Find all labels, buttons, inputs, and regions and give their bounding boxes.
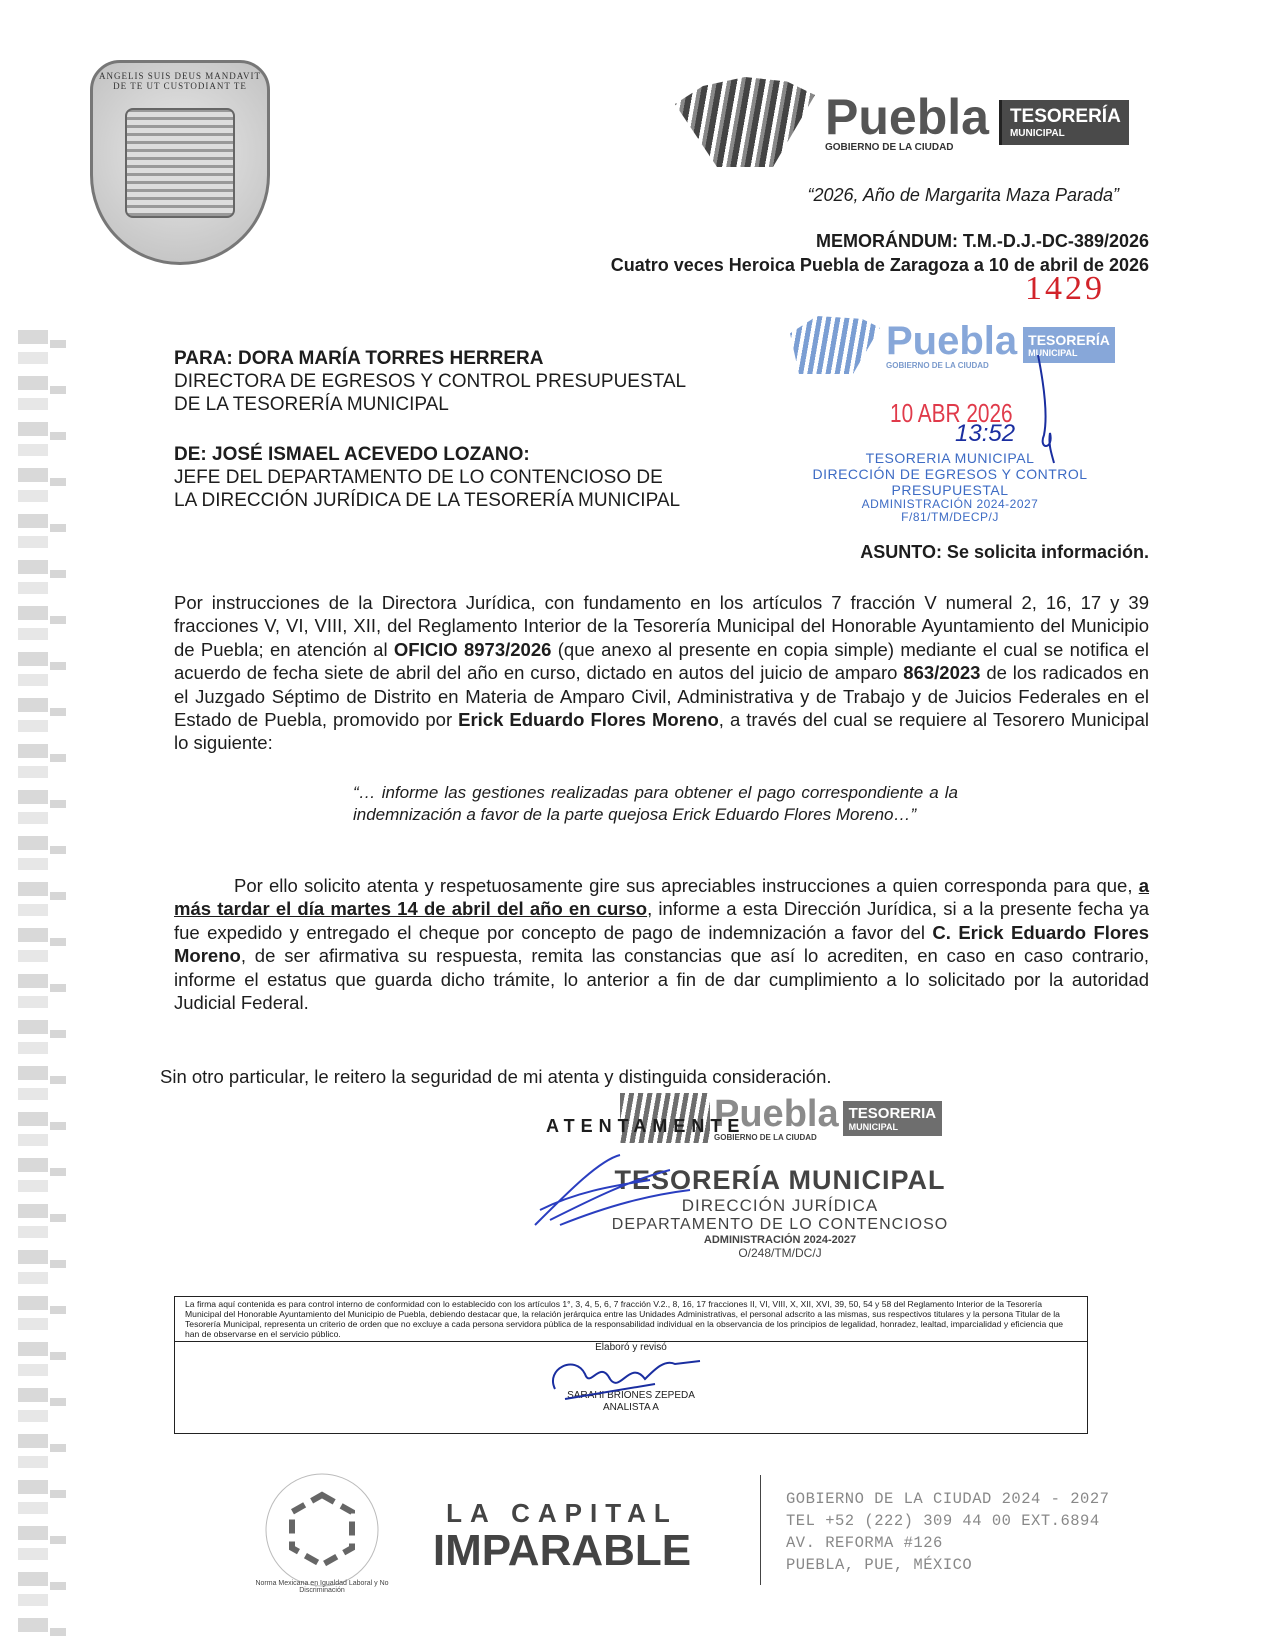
recipient-line1: DIRECTORA DE EGRESOS Y CONTROL PRESUPUESTAL — [174, 371, 687, 392]
sender-line2: LA DIRECCIÓN JURÍDICA DE LA TESORERÍA MUNICIPAL — [174, 490, 681, 511]
decorative-border-dots — [50, 340, 66, 1640]
p1-text: Por instrucciones de la Directora Jurídica, con fundamento en los artículos 7 fracción V numeral 2, 16, 17 y 39 fracciones V, VI, VIII, XII, del Reglamento Interior de la Tesorería Municipal del Honorable Ayuntamiento del Municipio de Puebla; en atención al — [174, 592, 1149, 660]
seal-text: ANGELIS SUIS DEUS MANDAVIT DE TE UT CUSTODIANT TE — [98, 71, 262, 91]
closing: Sin otro particular, le reitero la seguridad de mi atenta y distinguida consideración. — [160, 1066, 832, 1087]
court-quote: “… informe las gestiones realizadas para obtener el pago correspondiente a la indemnización a favor de la parte quejosa Erick Eduardo Flores Moreno…” — [353, 783, 958, 824]
receipt-date: 10 ABR 2026 — [890, 398, 1013, 428]
tesoreria-logo — [675, 74, 1145, 170]
prepared-name: SARAHI BRIONES ZEPEDA — [567, 1390, 695, 1401]
stamp-emblem-icon — [790, 316, 880, 374]
sender-block — [174, 443, 680, 512]
dept-line5: O/248/TM/DC/J — [738, 1246, 822, 1260]
p1-text: , a través del cual se requiere al Tesorero Municipal lo siguiente: — [174, 709, 1149, 754]
contact-line: GOBIERNO DE LA CIUDAD 2024 - 2027 — [786, 1490, 1110, 1508]
receipt-stamp-logo — [790, 316, 1130, 374]
oficio-ref: OFICIO 8973/2026 — [393, 638, 552, 660]
stamp-brand: Puebla — [886, 318, 1018, 363]
stamp-line2: DIRECCIÓN DE EGRESOS Y CONTROL — [812, 466, 1088, 482]
prepared-by — [175, 1342, 1087, 1414]
legal-notice: La firma aquí contenida es para control interno de conformidad con lo establecido con los artículos 1°, 3, 4, 5, 6, 7 fracción V.2., 8, 16, 17 fracciones II, VI, VIII, X, XII, XVI, 39, 50, 54 y 58 del Reglamento Interior de la Tesorería Municipal del Honorable Ayuntamiento del Municipio de Puebla, debiendo destacar que, la relación jerárquica entre las Unidades Administrativas, el personal adscrito a las mismas, sus respectivos titulares y la persona Titular de la Tesorería Municipal, representa un criterio de orden que no excluye a cada persona servidora pública de la responsabilidad individual en la observancia de los principios de legalidad, honradez, lealtad, imparcialidad y eficiencia que han de observarse en el servicio público. — [175, 1297, 1087, 1342]
p2-text: , informe a esta Dirección Jurídica, si a la presente fecha ya fue expedido y entregado el cheque por concepto de pago de indemnización a favor del — [174, 898, 1149, 943]
footer-divider — [760, 1475, 761, 1585]
contact-phone: TEL +52 (222) 309 44 00 EXT.6894 — [786, 1512, 1100, 1530]
receipt-initial-signature — [1030, 355, 1060, 465]
contact-info — [786, 1488, 1109, 1576]
seal-caption: Norma Mexicana en Igualdad Laboral y No Discriminación — [255, 1580, 389, 1594]
p1-text: (que anexo al presente en copia simple) mediante el cual se notifica el acuerdo de fecha siete de abril del año en curso, dictado en autos del juicio de amparo — [174, 638, 1149, 684]
deadline: a más tardar el día martes 14 de abril del año en curso — [174, 875, 1149, 920]
receipt-time: 13:52 — [955, 420, 1016, 447]
slogan-line1: LA CAPITAL — [446, 1498, 678, 1528]
equality-norm-seal — [255, 1470, 389, 1594]
logo-subtitle: GOBIERNO DE LA CIUDAD — [825, 141, 954, 153]
slogan-line2: IMPARABLE — [432, 1526, 692, 1575]
analyst-signature — [545, 1349, 705, 1404]
sig-badge-sub: MUNICIPAL — [848, 1121, 898, 1132]
year-motto: “2026, Año de Margarita Maza Parada” — [807, 185, 1119, 205]
stamp-line1: TESORERIA MUNICIPAL — [865, 450, 1035, 466]
city-seal — [90, 60, 270, 265]
stamp-line5: F/81/TM/DECP/J — [901, 510, 999, 524]
logo-badge — [999, 100, 1129, 145]
p2-text: Por ello solicito atenta y respetuosamente gire sus apreciables instrucciones a quien corresponda para que, — [234, 875, 1139, 896]
prepared-label: Elaboró y revisó — [595, 1342, 667, 1353]
contact-city: PUEBLA, PUE, MÉXICO — [786, 1556, 973, 1574]
body-paragraph-1 — [174, 591, 1149, 755]
stamp-badge-subtitle: MUNICIPAL — [1028, 348, 1078, 358]
logo-brand: Puebla — [825, 88, 989, 145]
memo-number: MEMORÁNDUM: T.M.-D.J.-DC-389/2026 — [815, 231, 1149, 251]
date-line: Cuatro veces Heroica Puebla de Zaragoza a 10 de abril de 2026 — [610, 255, 1149, 275]
p2-text: , de ser afirmativa su respuesta, remita las constancias que así lo acrediten, en caso en caso contrario, informe el estatus que guarda dicho trámite, lo anterior a fin de dar cumplimiento a lo solicitado por la autoridad Judicial Federal. — [174, 945, 1149, 1014]
handwritten-signature — [530, 1150, 700, 1230]
contact-address: AV. REFORMA #126 — [786, 1534, 943, 1552]
badge-title: TESORERÍA — [1009, 105, 1121, 127]
internal-control-box — [174, 1296, 1088, 1434]
sender-label: DE: JOSÉ ISMAEL ACEVEDO LOZANO: — [174, 444, 530, 465]
stamp-line4: ADMINISTRACIÓN 2024-2027 — [861, 497, 1039, 511]
dept-line4: ADMINISTRACIÓN 2024-2027 — [703, 1234, 857, 1246]
prepared-role: ANALISTA A — [603, 1402, 659, 1413]
folio-number: 1429 — [1025, 270, 1105, 307]
stamp-badge-title: TESORERÍA — [1028, 332, 1110, 348]
dept-line2: DIRECCIÓN JURÍDICA — [681, 1196, 879, 1215]
sig-badge: TESORERIA — [848, 1104, 937, 1122]
dept-line1: TESORERÍA MUNICIPAL — [614, 1165, 946, 1195]
amparo-ref: 863/2023 — [903, 662, 981, 684]
sig-stamp-brand: Puebla — [714, 1092, 839, 1135]
sender-line1: JEFE DEL DEPARTAMENTO DE LO CONTENCIOSO DE — [174, 467, 663, 488]
p1-text: de los radicados en el Juzgado Séptimo de Distrito en Materia de Amparo Civil, Administrativa y de Trabajo y de Juicios Federales en el Estado de Puebla, promovido por — [174, 662, 1149, 731]
recipient-block — [174, 347, 686, 416]
body-paragraph-2 — [174, 874, 1149, 1014]
stamp-line3: PRESUPUESTAL — [891, 482, 1009, 498]
seal-castle-icon — [125, 108, 235, 218]
recipient-line2: DE LA TESORERÍA MUNICIPAL — [174, 394, 449, 415]
recipient-label: PARA: DORA MARÍA TORRES HERRERA — [174, 348, 544, 369]
sign-off: ATENTAMENTE — [546, 1116, 746, 1136]
equality-seal-icon — [262, 1470, 382, 1590]
logo-emblem-icon — [675, 77, 815, 167]
slogan-logo — [412, 1498, 712, 1573]
stamp-subtitle: GOBIERNO DE LA CIUDAD — [886, 360, 989, 370]
sig-stamp-subtitle: GOBIERNO DE LA CIUDAD — [714, 1132, 817, 1142]
subject: ASUNTO: Se solicita información. — [860, 542, 1149, 562]
beneficiary-name: C. Erick Eduardo Flores Moreno — [174, 921, 1149, 967]
receipt-stamp-text — [800, 450, 1100, 524]
badge-subtitle: MUNICIPAL — [1009, 127, 1065, 139]
dept-line3: DEPARTAMENTO DE LO CONTENCIOSO — [611, 1216, 949, 1233]
complainant-name: Erick Eduardo Flores Moreno — [458, 709, 719, 731]
sig-stamp-badge — [843, 1101, 943, 1136]
